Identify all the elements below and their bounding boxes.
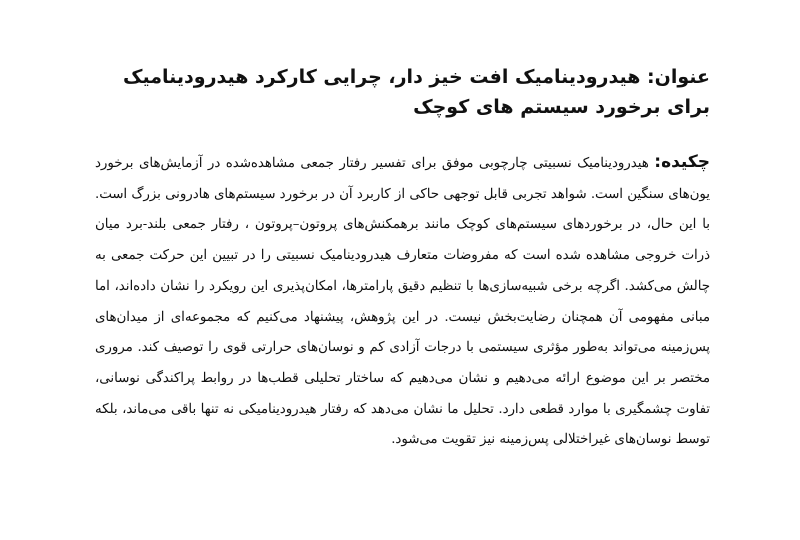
abstract-label: چکیده: [654,152,711,172]
paper-title: عنوان: هیدرودینامیک افت خیز دار، چرایی کارکرد هیدرودینامیک برای برخورد سیستم های کوچک [123,66,710,118]
abstract-paragraph [95,147,710,456]
abstract-text: هیدرودینامیک نسبیتی چارچوبی موفق برای تفسیر رفتار جمعی مشاهده‌شده در آزمایش‌های برخورد یون‌های سنگین است. شواهد تجربی قابل توجهی حاکی از کاربرد آن در برخورد سیستم‌های هادرونی بزرگ است. با این حال، در برخوردهای سیستم‌های کوچک مانند برهمکنش‌های پروتون–پروتون ، رفتار جمعی بلند-برد میان ذرات خروجی مشاهده شده است که مفروضات متعارف هیدرودینامیک نسبیتی را در تبیین این حرکت جمعی به چالش می‌کشد. اگرچه برخی شبیه‌سازی‌ها با تنظیم دقیق پارامترها، امکان‌پذیری این رویکرد را نشان داده‌اند، اما مبانی مفهومی آن همچنان رضایت‌بخش نیست. در این پژوهش، پیشنهاد می‌کنیم که مجموعه‌ای از میدان‌های پس‌زمینه می‌تواند به‌طور مؤثری سیستمی با درجات آزادی کم و نوسان‌های حرارتی قوی را توصیف کند. مروری مختصر بر این موضوع ارائه می‌دهیم و نشان می‌دهیم که ساختار تحلیلی قطب‌ها در روابط پراکندگی نوسانی، تفاوت چشمگیری با موارد قطعی دارد. تحلیل ما نشان می‌دهد که رفتار هیدرودینامیکی نه تنها باقی می‌ماند، بلکه توسط نوسان‌های غیراختلالی پس‌زمینه نیز تقویت می‌شود. [95,156,710,448]
paper-content [95,62,710,456]
